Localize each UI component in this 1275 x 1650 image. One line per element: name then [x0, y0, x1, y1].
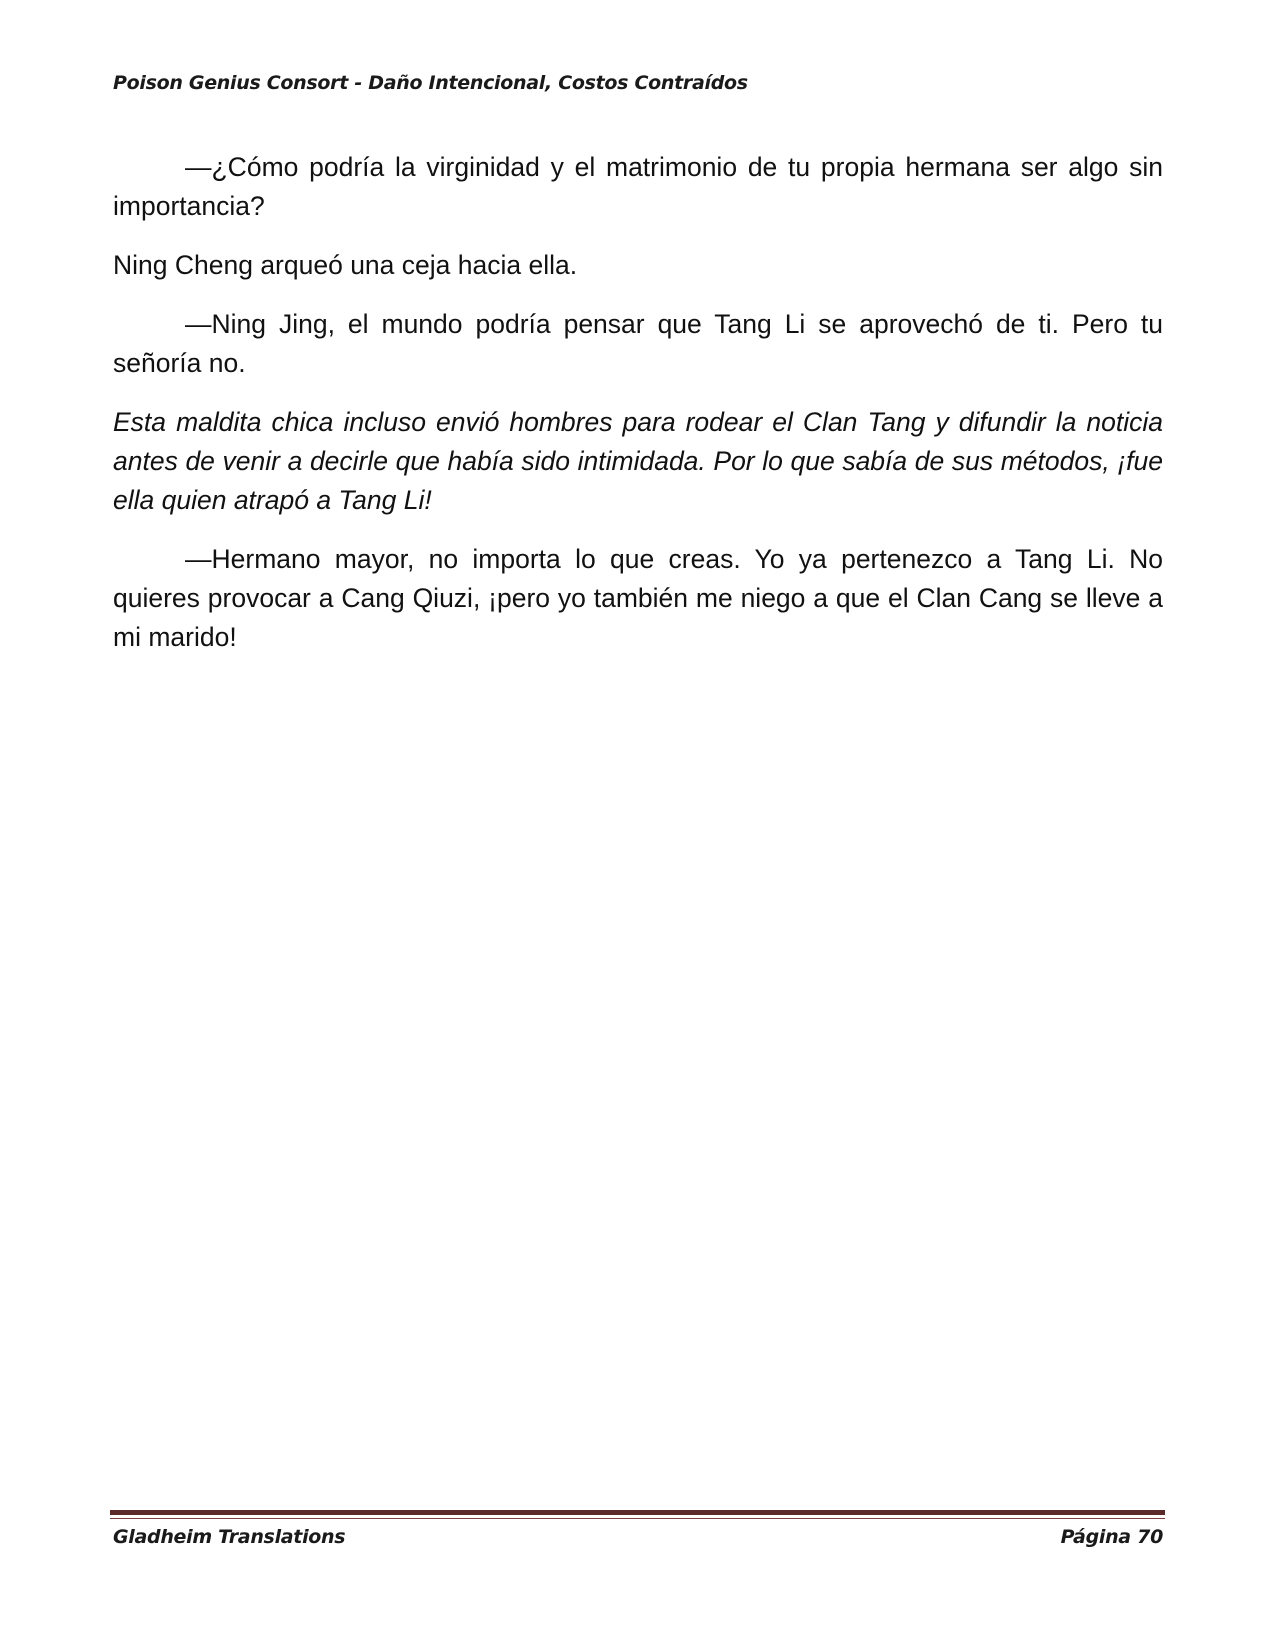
document-body	[113, 148, 1163, 677]
page-header-title: Poison Genius Consort - Daño Intencional, Costos Contraídos	[113, 72, 748, 94]
footer-page-number: Página 70	[1060, 1526, 1163, 1548]
footer-publisher: Gladheim Translations	[113, 1526, 346, 1548]
footer-divider-thin	[110, 1518, 1165, 1519]
paragraph-narration-1: Ning Cheng arqueó una ceja hacia ella.	[113, 250, 578, 280]
paragraph-dialogue-3: —Hermano mayor, no importa lo que creas. Yo ya pertenezco a Tang Li. No quieres provocar a Cang Qiuzi, ¡pero yo también me niego a que el Clan Cang se lleve a mi marido!	[113, 544, 1163, 652]
paragraph-dialogue-1: —¿Cómo podría la virginidad y el matrimonio de tu propia hermana ser algo sin importancia?	[113, 152, 1163, 221]
paragraph-dialogue-2: —Ning Jing, el mundo podría pensar que Tang Li se aprovechó de ti. Pero tu señoría no.	[113, 309, 1163, 378]
footer-divider-thick	[110, 1510, 1165, 1515]
paragraph-thought: Esta maldita chica incluso envió hombres para rodear el Clan Tang y difundir la noticia antes de venir a decirle que había sido intimidada. Por lo que sabía de sus métodos, ¡fue ella quien atrapó a Tang Li!	[113, 407, 1163, 515]
